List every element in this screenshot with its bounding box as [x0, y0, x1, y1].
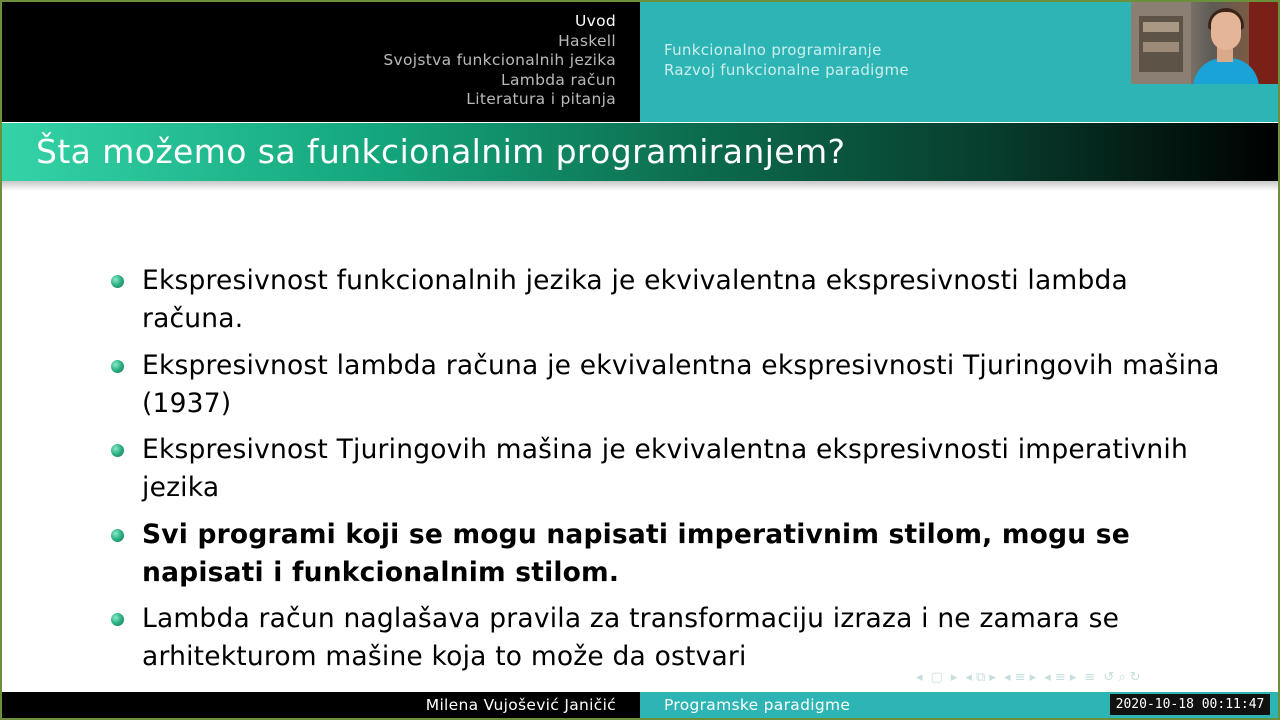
subsection-link-funkcionalno[interactable]: Funkcionalno programiranje	[664, 41, 882, 59]
bullet-icon	[111, 613, 124, 626]
section-link-svojstva[interactable]: Svojstva funkcionalnih jezika	[383, 51, 616, 70]
bullet-icon	[111, 275, 124, 288]
bullet-item	[110, 431, 1220, 507]
slide-title-bar	[2, 123, 1278, 181]
nav-search-icon[interactable]: ↺ ⌕ ↻	[1103, 669, 1141, 685]
bullet-item	[110, 347, 1220, 423]
bullet-icon	[111, 529, 124, 542]
webcam-overlay	[1131, 2, 1278, 84]
section-link-haskell[interactable]: Haskell	[558, 31, 616, 50]
bullet-text: Svi programi koji se mogu napisati imperativnim stilom, mogu se napisati i funkcionalnim stilom.	[142, 518, 1130, 588]
bullet-item	[110, 516, 1220, 592]
footer-title: Programske paradigme	[664, 696, 851, 714]
nav-frame-left-icon[interactable]: ◂	[916, 669, 923, 685]
nav-subsection-icon[interactable]: ◂ ⧉ ▸	[965, 669, 996, 685]
footer-author: Milena Vujošević Janičić	[425, 696, 616, 714]
section-link-lambda[interactable]: Lambda račun	[501, 70, 616, 89]
section-navigation	[2, 2, 640, 122]
section-link-literatura[interactable]: Literatura i pitanja	[466, 90, 616, 109]
nav-section-icon[interactable]: ◂ ≡ ▸	[1003, 669, 1037, 685]
slide-title: Šta možemo sa funkcionalnim programiranjem?	[36, 132, 846, 171]
bullet-icon	[111, 360, 124, 373]
bullet-item	[110, 600, 1220, 676]
nav-frame-icon[interactable]: ▢	[930, 669, 943, 685]
nav-appendix-icon[interactable]: ◂ ≡ ▸	[1044, 669, 1077, 685]
bullet-text: Ekspresivnost Tjuringovih mašina je ekvivalentna ekspresivnosti imperativnih jezika	[142, 434, 1188, 503]
footer-author-bar	[2, 692, 640, 718]
bullet-text: Lambda račun naglašava pravila za transformaciju izraza i ne zamara se arhitekturom mašine koja to može da ostvari	[142, 603, 1120, 672]
slide-content	[110, 262, 1220, 685]
section-link-uvod[interactable]: Uvod	[574, 12, 616, 30]
bullet-item	[110, 262, 1220, 338]
bullet-text: Ekspresivnost funkcionalnih jezika je ekvivalentna ekspresivnosti lambda računa.	[142, 265, 1128, 334]
title-shadow	[2, 181, 1278, 191]
nav-frame-right-icon[interactable]: ▸	[950, 669, 958, 685]
bullet-icon	[111, 444, 124, 457]
subsection-link-razvoj[interactable]: Razvoj funkcionalne paradigme	[664, 60, 909, 79]
beamer-navigation-controls	[916, 669, 1272, 685]
bullet-text: Ekspresivnost lambda računa je ekvivalentna ekspresivnosti Tjuringovih mašina (1937)	[142, 349, 1220, 419]
recording-timestamp: 2020-10-18 00:11:47	[1110, 694, 1270, 715]
nav-toc-icon[interactable]: ≡	[1084, 669, 1096, 685]
